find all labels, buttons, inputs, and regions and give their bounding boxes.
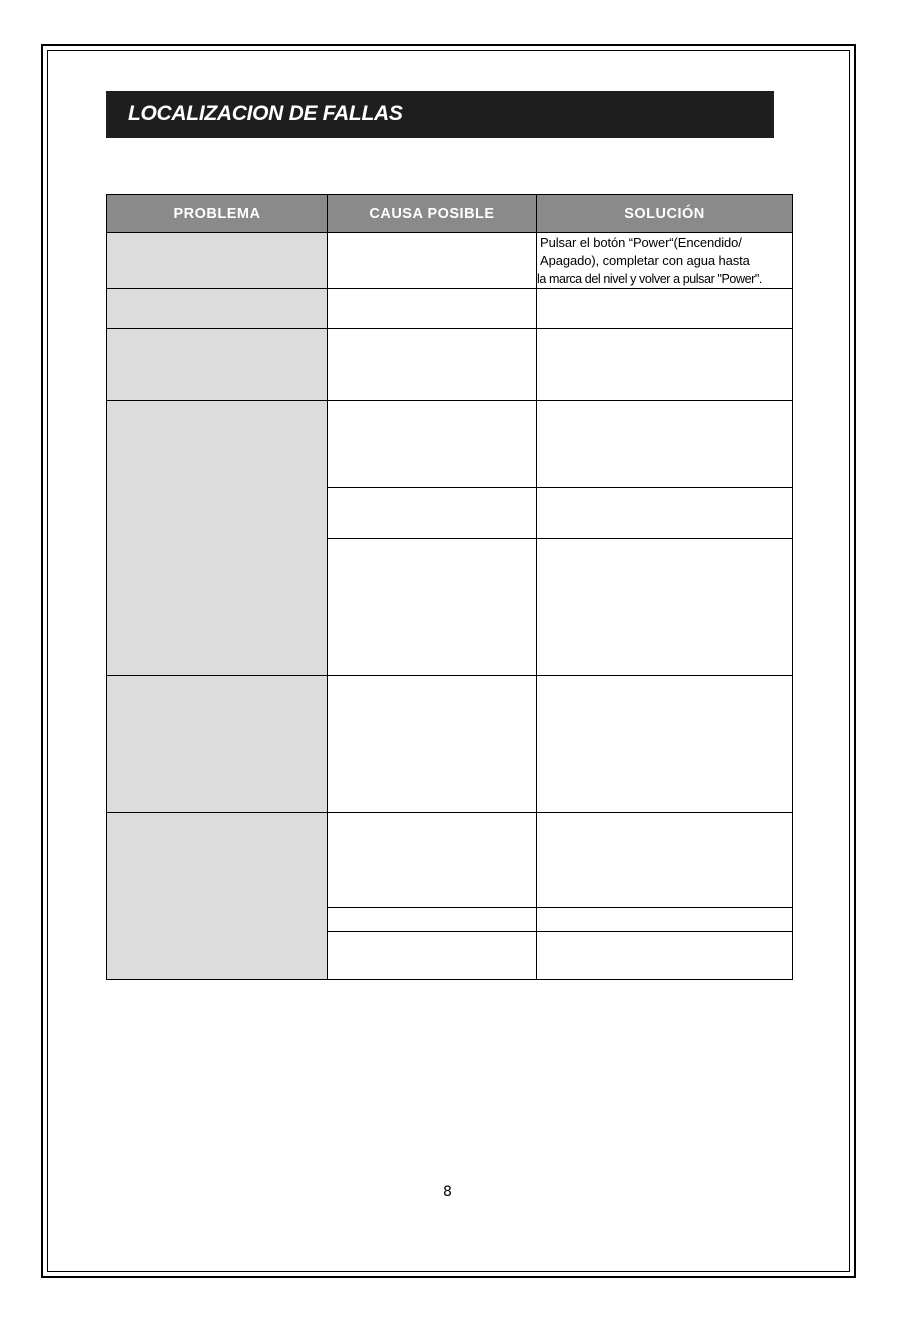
solution-cell <box>537 401 793 488</box>
solution-cell <box>537 539 793 676</box>
table-row <box>107 676 793 813</box>
solution-line: Pulsar el botón “Power“(Encendido/ <box>540 235 742 250</box>
solution-cell <box>537 908 793 932</box>
cause-cell <box>328 813 537 908</box>
solution-cell <box>537 289 793 329</box>
table-row <box>107 233 793 289</box>
table-row <box>107 401 793 488</box>
header-solution: SOLUCIÓN <box>537 195 793 233</box>
section-title: LOCALIZACION DE FALLAS <box>128 102 403 125</box>
table-row <box>107 289 793 329</box>
header-cause: CAUSA POSIBLE <box>328 195 537 233</box>
problem-cell <box>107 401 328 676</box>
cause-cell <box>328 908 537 932</box>
solution-cell <box>537 676 793 813</box>
cause-cell <box>328 539 537 676</box>
cause-cell <box>328 233 537 289</box>
cause-cell <box>328 289 537 329</box>
problem-cell <box>107 329 328 401</box>
table-row <box>107 329 793 401</box>
page-number: 8 <box>443 1184 452 1200</box>
problem-cell <box>107 676 328 813</box>
troubleshooting-table <box>106 194 793 980</box>
header-problem: PROBLEMA <box>107 195 328 233</box>
problem-cell <box>107 289 328 329</box>
table-row <box>107 813 793 908</box>
solution-line: Apagado), completar con agua hasta <box>540 253 750 268</box>
solution-cell <box>537 932 793 980</box>
problem-cell <box>107 233 328 289</box>
solution-cell <box>537 488 793 539</box>
cause-cell <box>328 488 537 539</box>
cause-cell <box>328 932 537 980</box>
cause-cell <box>328 329 537 401</box>
section-title-banner <box>106 91 774 138</box>
solution-cell <box>537 813 793 908</box>
cause-cell <box>328 676 537 813</box>
problem-cell <box>107 813 328 980</box>
cause-cell <box>328 401 537 488</box>
solution-cell <box>537 329 793 401</box>
solution-cell <box>537 233 793 289</box>
solution-line: la marca del nivel y volver a pulsar "Power". <box>537 272 762 286</box>
table-header-row <box>107 195 793 233</box>
